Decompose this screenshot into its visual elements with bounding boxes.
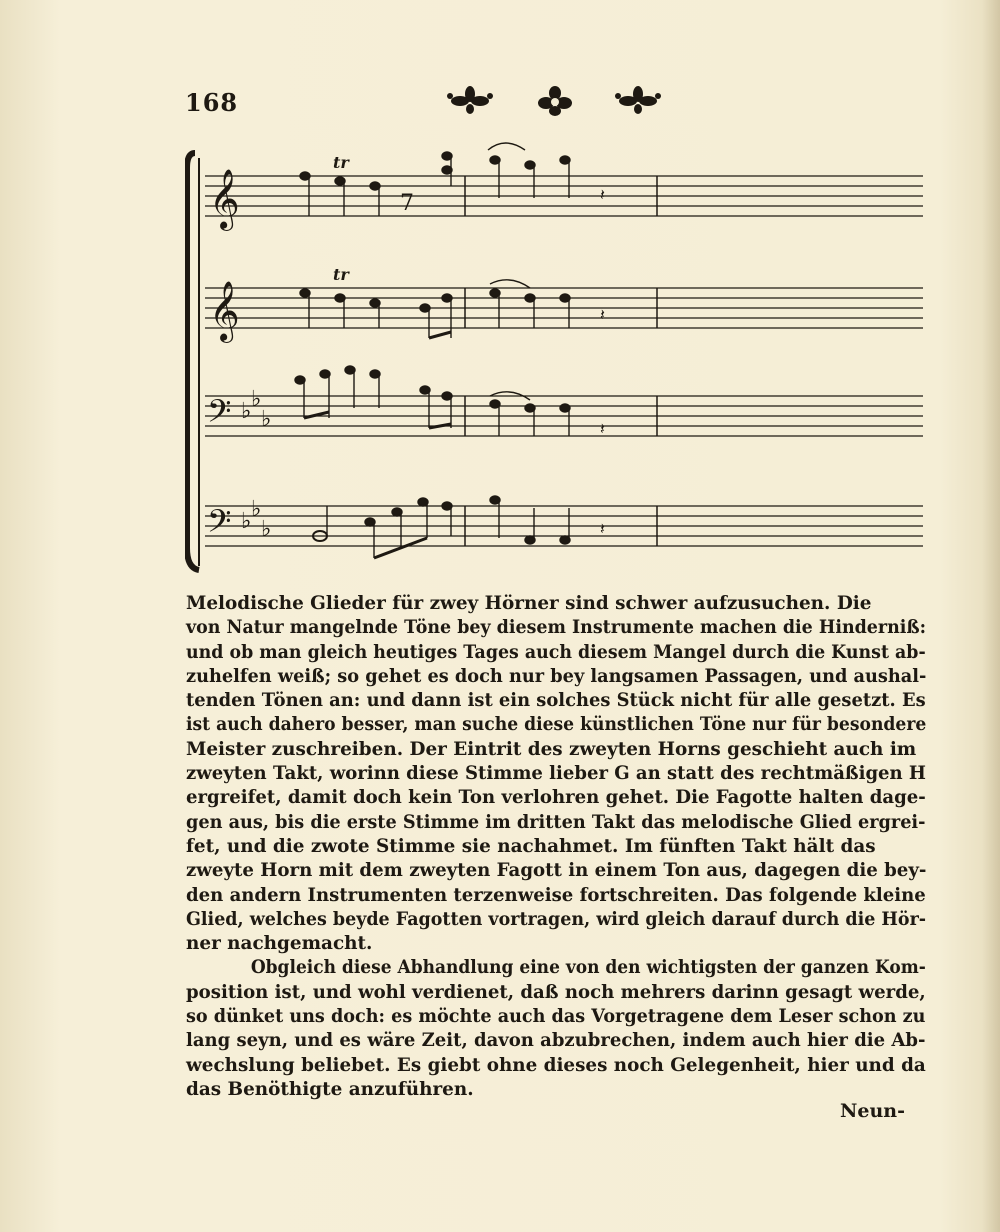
page-edge-shadow bbox=[982, 0, 1000, 1232]
system-brace bbox=[187, 153, 199, 570]
text-line: Glied, welches beyde Fagotten vortragen, wird gleich darauf durch die Hör- bbox=[186, 908, 927, 930]
body-text bbox=[186, 592, 926, 1102]
staff-4-notes bbox=[313, 496, 570, 558]
text-line: Obgleich diese Abhandlung eine von den wichtigsten der ganzen Kom- bbox=[250, 957, 926, 979]
text-line: ist auch dahero besser, man suche diese künstlichen Töne nur für besondere bbox=[186, 714, 927, 736]
bass-clef-icon: 𝄢 bbox=[207, 393, 232, 437]
text-line: position ist, und wohl verdienet, daß noch mehrers darinn gesagt werde, bbox=[186, 981, 926, 1003]
flat-key-signature-icon bbox=[241, 387, 271, 542]
text-line: so dünket uns doch: es möchte auch das Vorgetragene dem Leser schon zu bbox=[186, 1006, 926, 1028]
treble-clef-icon: 𝄞 bbox=[209, 281, 240, 341]
bass-clef-icon: 𝄢 bbox=[207, 503, 232, 547]
text-line: lang seyn, und es wäre Zeit, davon abzubrechen, indem auch hier die Ab- bbox=[186, 1030, 926, 1052]
text-line: den andern Instrumenten terzenweise fortschreiten. Das folgende kleine bbox=[186, 884, 926, 906]
svg-text:♭: ♭ bbox=[261, 407, 272, 432]
text-line: fet, und die zwote Stimme sie nachahmet. Im fünften Takt hält das bbox=[186, 835, 876, 857]
staff-1-lines bbox=[205, 176, 923, 216]
text-line: ner nachgemacht. bbox=[186, 933, 373, 955]
trill-mark: tr bbox=[333, 265, 349, 284]
text-line: Melodische Glieder für zwey Hörner sind schwer aufzusuchen. Die bbox=[186, 593, 872, 614]
quarter-rest-icon: 𝄽 bbox=[600, 419, 605, 438]
text-line: Meister zuschreiben. Der Eintrit des zweyten Horns geschieht auch im bbox=[186, 738, 917, 760]
bar-lines bbox=[465, 176, 657, 546]
text-line: zweyte Horn mit dem zweyten Fagott in einem Ton aus, dagegen die bey- bbox=[186, 860, 927, 882]
music-score-system bbox=[185, 138, 925, 583]
text-line: das Benöthigte anzuführen. bbox=[186, 1078, 474, 1100]
treble-clef-icon: 𝄞 bbox=[209, 169, 240, 229]
text-line: und ob man gleich heutiges Tages auch diesem Mangel durch die Kunst ab- bbox=[186, 641, 926, 663]
quarter-rest-icon: 𝄽 bbox=[600, 305, 605, 324]
printer-fleuron-ornament-icon bbox=[440, 84, 690, 118]
text-line: zuhelfen weiß; so gehet es doch nur bey langsamen Passagen, und aushal- bbox=[186, 665, 927, 687]
quarter-rest-icon: 𝄽 bbox=[600, 185, 605, 204]
svg-text:♭: ♭ bbox=[241, 399, 252, 424]
svg-text:♭: ♭ bbox=[251, 387, 262, 412]
catchword: Neun- bbox=[840, 1100, 905, 1122]
quarter-rest-icon: 𝄽 bbox=[600, 519, 605, 538]
eighth-rest-icon: 7 bbox=[400, 191, 414, 216]
text-line: von Natur mangelnde Töne bey diesem Instrumente machen die Hinderniß: bbox=[186, 617, 927, 639]
svg-text:♭: ♭ bbox=[241, 509, 252, 534]
page-number: 168 bbox=[185, 88, 239, 117]
text-line: ergreifet, damit doch kein Ton verlohren gehet. Die Fagotte halten dage- bbox=[186, 787, 926, 809]
svg-text:♭: ♭ bbox=[251, 497, 262, 522]
text-line: wechslung beliebet. Es giebt ohne dieses noch Gelegenheit, hier und da bbox=[186, 1054, 926, 1076]
text-line: gen aus, bis die erste Stimme im dritten Takt das melodische Glied ergrei- bbox=[186, 811, 926, 833]
text-line: tenden Tönen an: und dann ist ein solches Stück nicht für alle gesetzt. Es bbox=[186, 690, 926, 712]
trill-mark: tr bbox=[333, 153, 349, 172]
svg-text:♭: ♭ bbox=[261, 517, 272, 542]
text-line: zweyten Takt, worinn diese Stimme lieber G an statt des rechtmäßigen H bbox=[186, 763, 926, 785]
